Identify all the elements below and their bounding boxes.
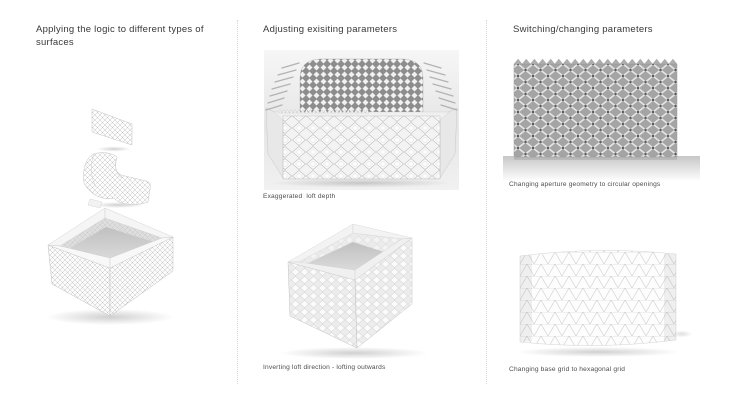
- column-heading-surfaces: Applying the logic to different types of surfaces: [36, 24, 204, 48]
- flat-lattice-panel: [92, 109, 132, 152]
- s-curved-lattice-panel: [84, 153, 151, 208]
- figure-surface-types-render: [30, 95, 230, 330]
- lattice-wall: [514, 64, 677, 157]
- figure-caption: Inverting loft direction - lofting outwards: [263, 364, 386, 371]
- figure-inverted-loft-render: [264, 212, 459, 362]
- figure-exaggerated-loft-render: [264, 50, 459, 190]
- figure-caption: Changing aperture geometry to circular openings: [509, 181, 661, 188]
- wall-sawtooth-top: [514, 59, 677, 64]
- figure-caption: Changing base grid to hexagonal grid: [509, 366, 626, 373]
- triangular-grid-wall: [520, 250, 676, 345]
- column-separator: [237, 20, 238, 384]
- figure-hexagonal-grid-render: [506, 240, 700, 362]
- open-lattice-box: [46, 208, 174, 325]
- column-separator: [486, 20, 487, 384]
- column-heading-switching: Switching/changing parameters: [513, 24, 653, 35]
- interior-mesh: [300, 59, 423, 118]
- front-wall: [283, 116, 440, 179]
- figure-circular-aperture-render: [503, 52, 700, 180]
- figure-caption: Exaggerated loft depth: [263, 193, 336, 200]
- column-heading-adjusting: Adjusting exisiting parameters: [263, 24, 398, 35]
